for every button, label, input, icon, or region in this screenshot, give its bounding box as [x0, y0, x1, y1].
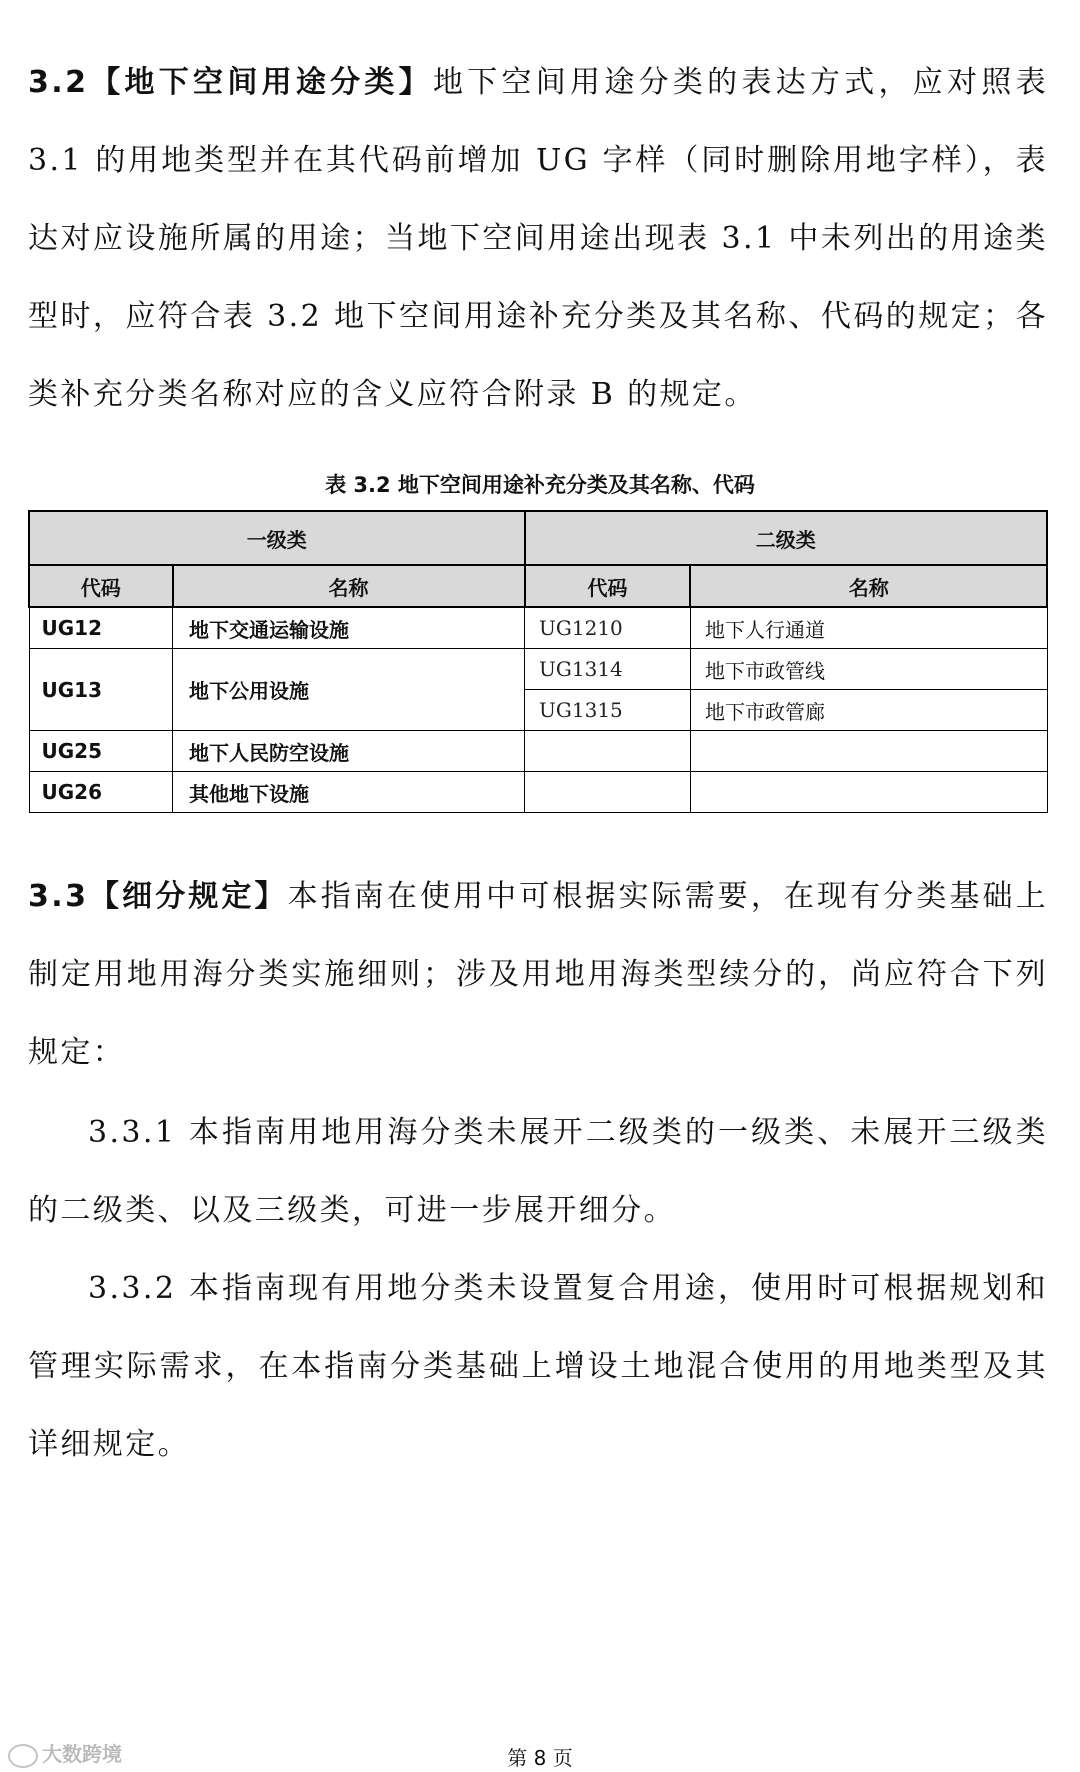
- section-3-2: [28, 44, 1048, 434]
- col-name-header: 名称: [690, 565, 1047, 607]
- level1-code: UG13: [29, 649, 173, 731]
- level1-name: 地下交通运输设施: [173, 607, 525, 649]
- level2-code: UG1314: [525, 649, 691, 690]
- col-code-header: 代码: [29, 565, 173, 607]
- level2-header: 二级类: [525, 511, 1047, 565]
- section-text: 地下空间用途分类的表达方式，应对照表 3.1 的用地类型并在其代码前增加 UG 字样（同时删除用地字样），表达对应设施所属的用途；当地下空间用途出现表 3.1 中未列出的用途类型时，应符合表 3.2 地下空间用途补充分类及其名称、代码的规定；各类补充分类名称对应的含义应符合附录 B 的规定。: [28, 65, 1049, 412]
- level2-name: 地下市政管线: [690, 649, 1047, 690]
- table-row: [29, 649, 1047, 690]
- level1-name: 其他地下设施: [173, 772, 525, 813]
- section-text: 本指南在使用中可根据实际需要，在现有分类基础上制定用地用海分类实施细则；涉及用地用海类型续分的，尚应符合下列规定：: [28, 879, 1049, 1070]
- table-row: [29, 607, 1047, 649]
- level1-name: 地下公用设施: [173, 649, 525, 731]
- level2-code: UG1315: [525, 690, 691, 731]
- table-row: [29, 731, 1047, 772]
- page-number: 第 8 页: [507, 1746, 573, 1770]
- section-number: 3.2: [28, 65, 89, 100]
- clause-3-3-2: 3.3.2 本指南现有用地分类未设置复合用途，使用时可根据规划和管理实际需求，在本指南分类基础上增设土地混合使用的用地类型及其详细规定。: [28, 1271, 1048, 1462]
- section-3-3: [28, 858, 1048, 1092]
- table-row: [29, 772, 1047, 813]
- section-heading: 【地下空间用途分类】: [88, 65, 433, 100]
- level1-header: 一级类: [29, 511, 525, 565]
- table-caption: 表 3.2 地下空间用途补充分类及其名称、代码: [325, 473, 755, 497]
- level2-name: 地下市政管廊: [690, 690, 1047, 731]
- watermark-text: 大数跨境: [42, 1742, 122, 1766]
- level1-code: UG12: [29, 607, 173, 649]
- col-name-header: 名称: [173, 565, 525, 607]
- col-code-header: 代码: [525, 565, 691, 607]
- level1-name: 地下人民防空设施: [173, 731, 525, 772]
- level2-code: UG1210: [525, 607, 691, 649]
- level1-code: UG25: [29, 731, 173, 772]
- classification-table: [28, 510, 1048, 813]
- level2-name: [690, 772, 1047, 813]
- section-heading: 【细分规定】: [88, 879, 288, 914]
- level2-code: [525, 731, 691, 772]
- level1-code: UG26: [29, 772, 173, 813]
- level2-name: [690, 731, 1047, 772]
- level2-code: [525, 772, 691, 813]
- section-number: 3.3: [28, 879, 89, 914]
- table-header-row: [29, 511, 1047, 565]
- table-subheader-row: [29, 565, 1047, 607]
- level2-name: 地下人行通道: [690, 607, 1047, 649]
- clause-3-3-1: 3.3.1 本指南用地用海分类未展开二级类的一级类、未展开三级类的二级类、以及三级类，可进一步展开细分。: [28, 1115, 1048, 1228]
